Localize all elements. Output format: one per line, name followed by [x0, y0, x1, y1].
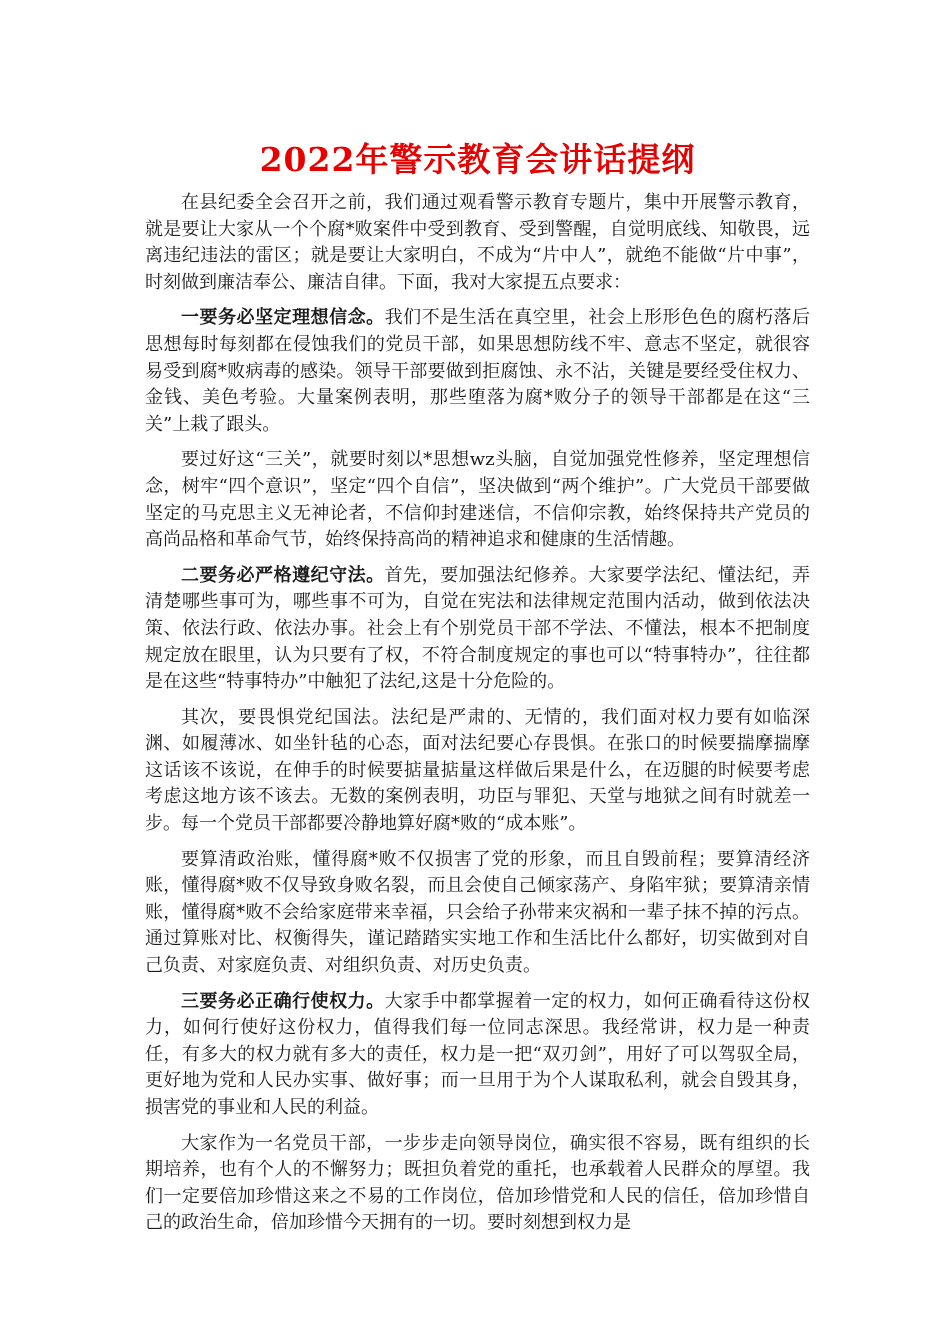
paragraph-accounts	[145, 847, 810, 980]
paragraph-text: 首先，要加强法纪修养。大家要学法纪、懂法纪，弄清楚哪些事可为，哪些事不可为，自觉在宪法和法律规定范围内活动，做到依法决策、依法行政、依法办事。社会上有个别党员干部不学法、不懂法，根本不把制度规定放在眼里，认为只要有了权，不符合制度规定的事也可以“特事特办”，往往都是在这些“特事特办”中触犯了法纪,这是十分危险的。	[145, 564, 811, 693]
document-page	[145, 138, 810, 1246]
paragraph-fear-law	[145, 705, 810, 838]
paragraph-lead: 一要务必坚定理想信念。	[181, 307, 385, 329]
paragraph-text: 要过好这“三关”，就要时刻以*思想wz头脑，自觉加强党性修养，坚定理想信念，树牢“四个意识”，坚定“四个自信”，坚决做到“两个维护”。广大党员干部要做坚定的马克思主义无神论者，不信仰封建迷信，不信仰宗教，始终保持共产党员的高尚品格和革命气节，始终保持高尚的精神追求和健康的生活情趣。	[145, 449, 810, 551]
paragraph-point-one	[145, 305, 810, 438]
paragraph-text: 我们不是生活在真空里，社会上形形色色的腐朽落后思想每时每刻都在侵蚀我们的党员干部，如果思想防线不牢、意志不坚定，就很容易受到腐*败病毒的感染。领导干部要做到拒腐蚀、永不沾，关键是要经受住权力、金钱、美色考验。大量案例表明，那些堕落为腐*败分子的领导干部都是在这“三关”上栽了跟头。	[145, 307, 811, 435]
paragraph-three-passes	[145, 447, 810, 553]
paragraph-text: 其次，要畏惧党纪国法。法纪是严肃的、无情的，我们面对权力要有如临深渊、如履薄冰、如坐针毡的心态，面对法纪要心存畏惧。在张口的时候要揣摩揣摩这话该不该说，在伸手的时候要掂量掂量这样做后果是什么，在迈腿的时候要考虑考虑这地方该不该去。无数的案例表明，功臣与罪犯、天堂与地狱之间有时就差一步。每一个党员干部都要冷静地算好腐*败的“成本账”。	[145, 706, 810, 835]
paragraph-text: 大家作为一名党员干部，一步步走向领导岗位，确实很不容易，既有组织的长期培养，也有个人的不懈努力；既担负着党的重托，也承载着人民群众的厚望。我们一定要倍加珍惜这来之不易的工作岗位，倍加珍惜党和人民的信任，倍加珍惜自己的政治生命，倍加珍惜今天拥有的一切。要时刻想到权力是	[145, 1132, 810, 1234]
document-title: 2022年警示教育会讲话提纲	[259, 140, 696, 179]
paragraph-cherish-post	[145, 1131, 810, 1237]
paragraph-point-three	[145, 989, 810, 1122]
paragraph-lead: 二要务必严格遵纪守法。	[181, 564, 385, 586]
paragraph-text: 在县纪委全会召开之前，我们通过观看警示教育专题片，集中开展警示教育，就是要让大家从一个个腐*败案件中受到教育、受到警醒，自觉明底线、知敬畏，远离违纪违法的雷区；就是要让大家明白，不成为“片中人”，就绝不能做“片中事”，时刻做到廉洁奉公、廉洁自律。下面，我对大家提五点要求：	[145, 192, 810, 293]
paragraph-text: 要算清政治账，懂得腐*败不仅损害了党的形象，而且自毁前程；要算清经济账，懂得腐*败不仅导致身败名裂，而且会使自己倾家荡产、身陷牢狱；要算清亲情账，懂得腐*败不会给家庭带来幸福，只会给子孙带来灾祸和一辈子抹不掉的污点。通过算账对比、权衡得失，谨记踏踏实实地工作和生活比什么都好，切实做到对自己负责、对家庭负责、对组织负责、对历史负责。	[145, 848, 810, 977]
paragraph-text: 大家手中都掌握着一定的权力，如何正确看待这份权力，如何行使好这份权力，值得我们每一位同志深思。我经常讲，权力是一种责任，有多大的权力就有多大的责任，权力是一把“双刃剑”，用好了可以驾驭全局，更好地为党和人民办实事、做好事；而一旦用于为个人谋取私利，就会自毁其身，损害党的事业和人民的利益。	[145, 990, 811, 1118]
paragraph-lead: 三要务必正确行使权力。	[181, 990, 385, 1012]
paragraph-intro	[145, 190, 810, 296]
paragraph-point-two	[145, 563, 810, 696]
